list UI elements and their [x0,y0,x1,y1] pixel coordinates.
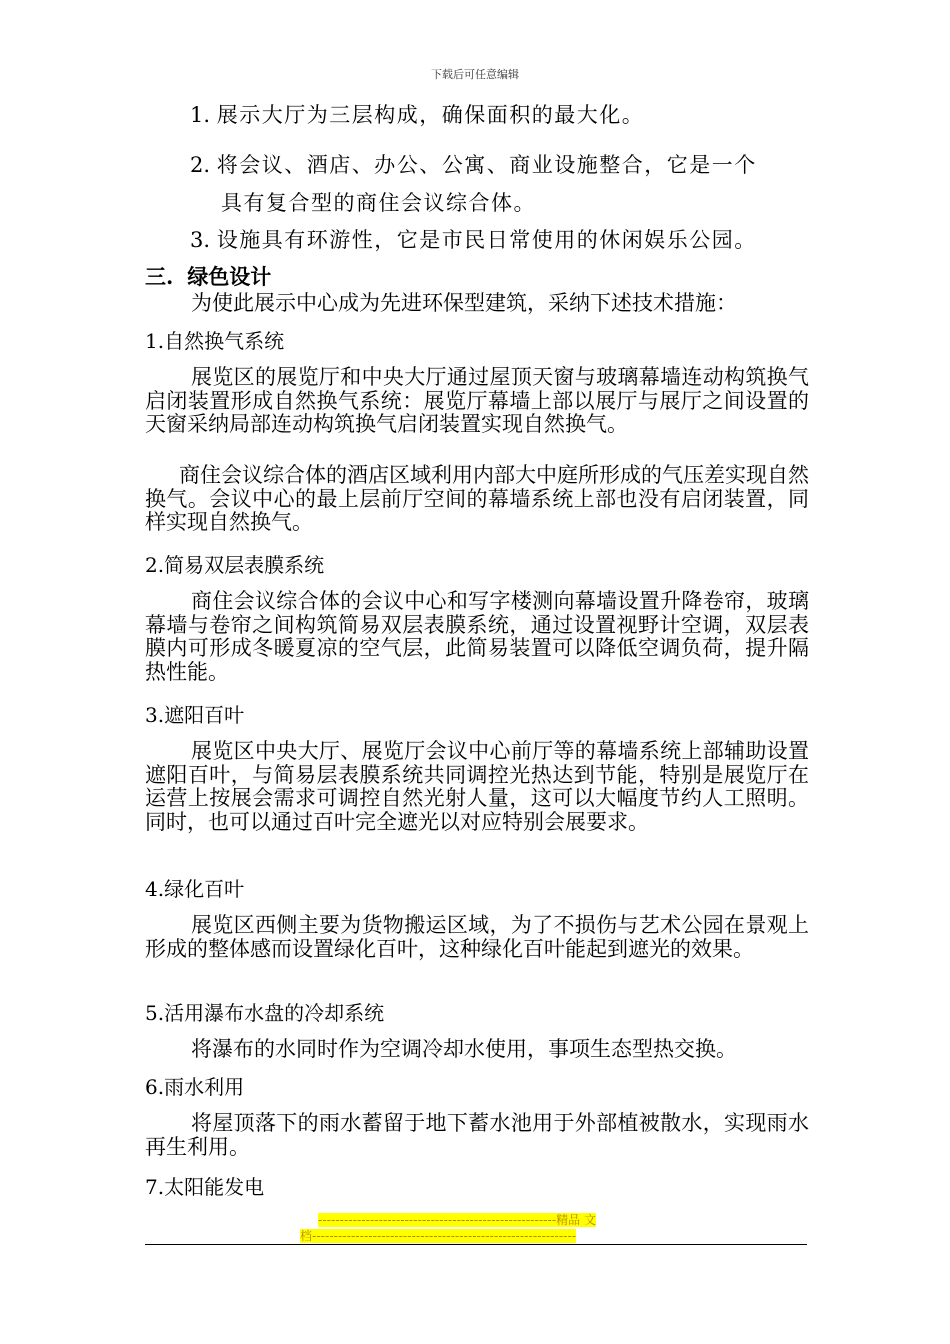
section-title: 绿色设计 [187,264,272,289]
list-text: 将会议、酒店、办公、公寓、商业设施整合，它是一个 [216,153,757,177]
item-title: 2.简易双层表膜系统 [145,553,325,577]
paragraph: 展览区的展览厅和中央大厅通过屋顶天窗与玻璃幕墙连动构筑换气启闭装置形成自然换气系统：展览厅幕墙上部以展厅与展厅之间设置的天窗采纳局部连动构筑换气启闭装置实现自然换气。 [145,365,809,436]
paragraph: 展览区中央大厅、展览厅会议中心前厅等的幕墙系统上部辅助设置遮阳百叶，与简易层表膜系统共同调控光热达到节能，特别是展览厅在运营上按展会需求可调控自然光射人量，这可以大幅度节约人工照明。同时，也可以通过百叶完全遮光以对应特别会展要求。 [145,739,809,834]
paragraph: 展览区西侧主要为货物搬运区域，为了不损伤与艺术公园在景观上形成的整体感而设置绿化百叶，这种绿化百叶能起到遮光的效果。 [145,913,809,961]
footer-line: 档------------------------------------------------------------- [300,1229,577,1243]
page-header: 下载后可任意编辑 [431,68,519,81]
item-title: 6.雨水利用 [145,1075,245,1099]
footer-line: -------------------------------------------------------精品 文 [318,1213,596,1227]
paragraph: 商住会议综合体的酒店区域利用内部大中庭所形成的气压差实现自然换气。会议中心的最上层前厅空间的幕墙系统上部也没有启闭装置，同样实现自然换气。 [145,463,809,534]
item-title: 7.太阳能发电 [145,1175,265,1199]
section-heading [145,264,271,290]
list-item [190,152,757,178]
item-title: 1.自然换气系统 [145,329,285,353]
paragraph: 将瀑布的水同时作为空调冷却水使用，事项生态型热交换。 [191,1037,737,1061]
list-item-continuation: 具有复合型的商住会议综合体。 [221,191,536,215]
list-text: 展示大厅为三层构成，确保面积的最大化。 [216,103,645,127]
item-title: 5.活用瀑布水盘的冷却系统 [145,1001,385,1025]
list-number: 3. [190,228,211,252]
list-text: 设施具有环游性，它是市民日常使用的休闲娱乐公园。 [216,228,757,252]
paragraph: 商住会议综合体的会议中心和写字楼测向幕墙设置升降卷帘，玻璃幕墙与卷帘之间构筑简易双层表膜系统，通过设置视野计空调，双层表膜内可形成冬暖夏凉的空气层，此简易装置可以降低空调负荷，提升隔热性能。 [145,589,809,684]
list-number: 2. [190,153,211,177]
page-footer [300,1212,640,1244]
section-number: 三. [145,264,174,289]
list-item [190,227,757,253]
footer-rule [145,1244,807,1245]
list-item [190,102,644,128]
intro-paragraph: 为使此展示中心成为先进环保型建筑，采纳下述技术措施： [191,291,737,315]
paragraph: 将屋顶落下的雨水蓄留于地下蓄水池用于外部植被散水，实现雨水再生利用。 [145,1111,809,1159]
list-number: 1. [190,103,211,127]
item-title: 3.遮阳百叶 [145,703,245,727]
item-title: 4.绿化百叶 [145,877,245,901]
